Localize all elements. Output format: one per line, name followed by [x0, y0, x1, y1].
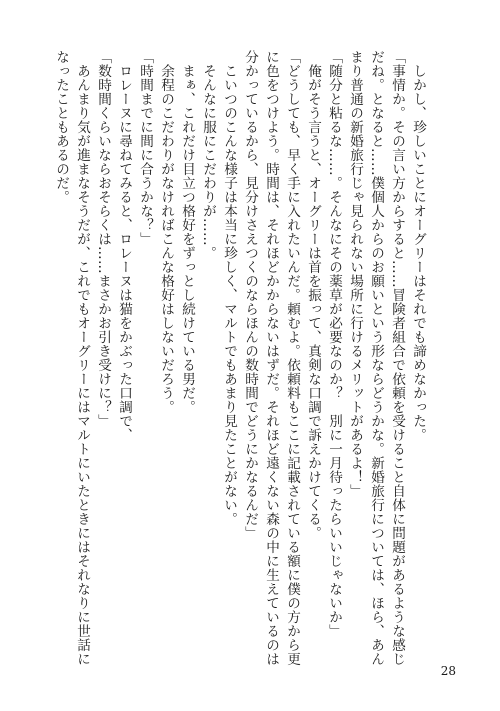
text-line: 「事情か。その言い方からすると……冒険者組合で依頼を受けること自体に問題があるような感じ	[389, 50, 405, 666]
text-line: あんまり気が進まなそうだが、これでもオーグリーにはマルトにいたときにはそれなりに世話に	[74, 50, 90, 666]
text-line: そんなに服にこだわりが……。	[200, 50, 216, 260]
text-line: まぁ、これだけ目立つ格好をずっとし続けている男だ。	[179, 50, 195, 414]
text-line: 余程のこだわりがなければこんな格好はしないだろう。	[158, 50, 174, 414]
text-line: なったこともあるのだ。	[53, 50, 69, 204]
text-line: 分かっているから、見分けさえつくのならほんの数時間でどうにかなるんだ」	[242, 50, 258, 540]
text-line: 「どうしても、早く手に入れたいんだ。頼むよ。依頼料もここに記載されている額に僕の方から更	[284, 50, 300, 666]
page-number: 28	[440, 664, 456, 678]
text-line: まり普通の新婚旅行じゃ見られない場所に行けるメリットがあるよ！」	[347, 50, 363, 498]
text-line: に色をつけよう。時間は、それほどかからないはずだ。それほど遠くない森の中に生えているのは	[263, 50, 279, 666]
text-line: こいつのこんな様子は本当に珍しく、マルトでもあまり見たことがない。	[221, 50, 237, 526]
text-line: 「時間までに間に合うかな？」	[137, 50, 153, 246]
text-line: ロレーヌに尋ねてみると、ロレーヌは猫をかぶった口調で、	[116, 50, 132, 442]
vertical-text-body	[53, 50, 428, 666]
text-line: 「随分と粘るな……。そんなにその薬草が必要なのか？ 別に一月待ったらいいじゃないか」	[326, 50, 342, 638]
text-line: しかし、珍しいことにオーグリーはそれでも諦めなかった。	[410, 50, 426, 442]
text-line: 「数時間くらいならおそらくは……まさかお引き受けに？」	[95, 50, 111, 428]
text-line: 俺がそう言うと、オーグリーは首を振って、真剣な口調で訴えかけてくる。	[305, 50, 321, 540]
text-line: だね。となると……僕個人からのお願いという形ならどうかな。新婚旅行については、ほら、あん	[368, 50, 384, 666]
